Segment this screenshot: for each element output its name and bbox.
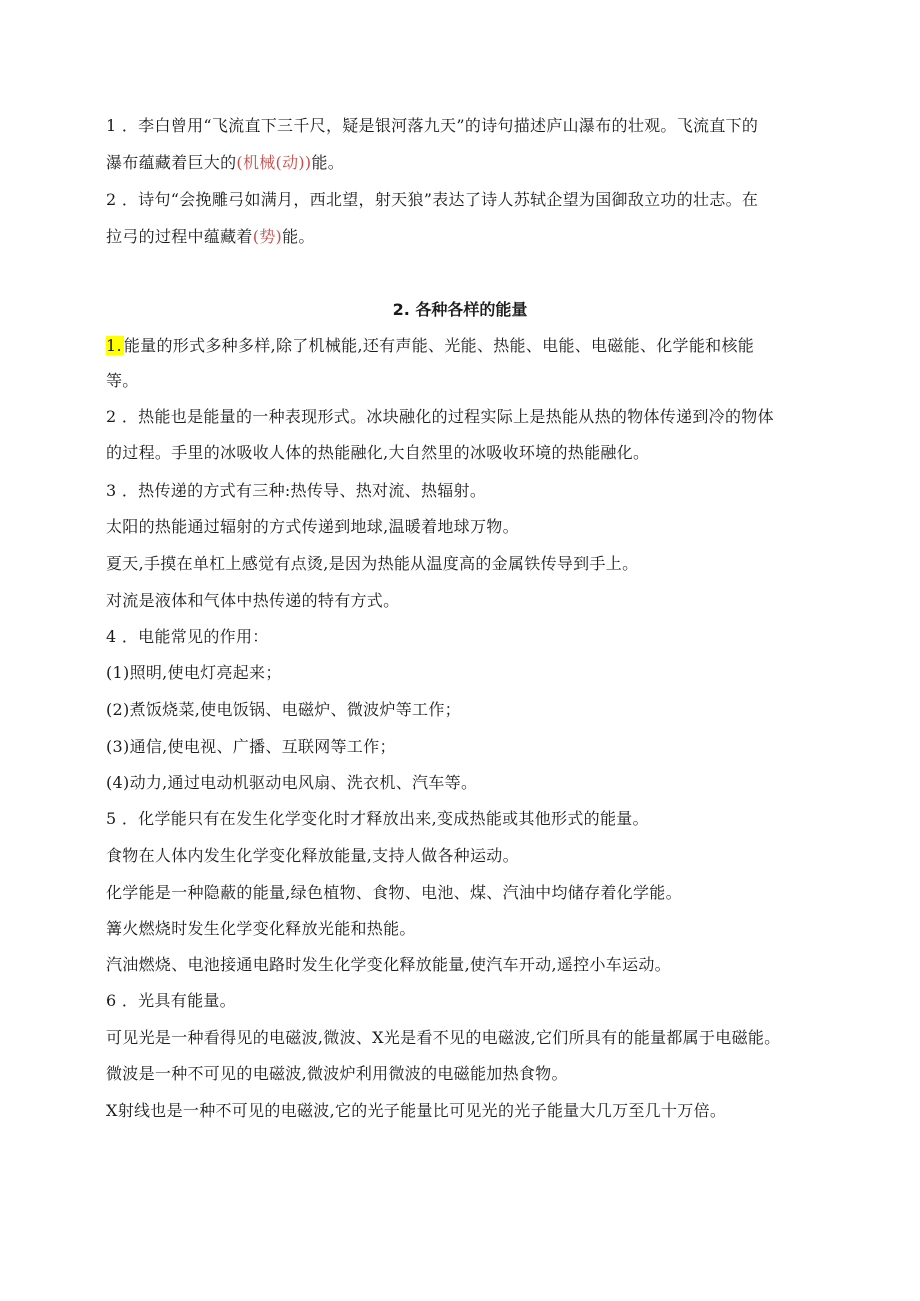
question-1-answer: (机械(动)) <box>236 153 312 172</box>
question-2-answer: (势) <box>252 227 283 246</box>
question-2-line-1: 2 ．诗句“会挽雕弓如满月，西北望，射天狼”表达了诗人苏轼企望为国御敌立功的壮志。在 <box>106 190 759 209</box>
section-heading: 2. 各种各样的能量 <box>392 300 528 319</box>
paragraph-6-item-a: 可见光是一种看得见的电磁波,微波、X光是看不见的电磁波,它们所具有的能量都属于电磁能。 <box>106 1028 781 1047</box>
paragraph-4-item-3: (3)通信,使电视、广播、互联网等工作； <box>106 737 396 756</box>
paragraph-2-line-1: 2 ．热能也是能量的一种表现形式。冰块融化的过程实际上是热能从热的物体传递到冷的物体 <box>106 407 774 426</box>
paragraph-5-item-c: 篝火燃烧时发生化学变化释放光能和热能。 <box>106 919 416 938</box>
question-1-suffix: 能。 <box>311 153 345 172</box>
paragraph-5: 5 ．化学能只有在发生化学变化时才释放出来,变成热能或其他形式的能量。 <box>106 809 649 828</box>
paragraph-2-line-2: 的过程。手里的冰吸收人体的热能融化,大自然里的冰吸收环境的热能融化。 <box>106 443 650 462</box>
paragraph-1-line-2: 等。 <box>106 371 139 390</box>
question-1-line-1: 1 ．李白曾用“飞流直下三千尺，疑是银河落九天”的诗句描述庐山瀑布的壮观。飞流直下的 <box>106 116 759 135</box>
question-1-text: 瀑布蕴藏着巨大的 <box>106 153 237 172</box>
question-1-line-2 <box>106 153 344 173</box>
highlighted-number: 1. <box>106 336 122 355</box>
paragraph-6-item-b: 微波是一种不可见的电磁波,微波炉利用微波的电磁能加热食物。 <box>106 1064 568 1083</box>
paragraph-4-item-2: (2)煮饭烧菜,使电饭锅、电磁炉、微波炉等工作； <box>106 700 461 719</box>
paragraph-5-item-d: 汽油燃烧、电池接通电路时发生化学变化释放能量,使汽车开动,遥控小车运动。 <box>106 955 671 974</box>
paragraph-4: 4 ．电能常见的作用： <box>106 627 269 646</box>
paragraph-3-item-c: 对流是液体和气体中热传递的特有方式。 <box>106 591 400 610</box>
paragraph-3-item-a: 太阳的热能通过辐射的方式传递到地球,温暖着地球万物。 <box>106 517 519 536</box>
paragraph-3: 3 ．热传递的方式有三种:热传导、热对流、热辐射。 <box>106 481 487 500</box>
paragraph-4-item-4: (4)动力,通过电动机驱动电风扇、洗衣机、汽车等。 <box>106 773 478 792</box>
paragraph-6: 6 ．光具有能量。 <box>106 991 236 1010</box>
paragraph-5-item-b: 化学能是一种隐蔽的能量,绿色植物、食物、电池、煤、汽油中均储存着化学能。 <box>106 883 682 902</box>
paragraph-5-item-a: 食物在人体内发生化学变化释放能量,支持人做各种运动。 <box>106 846 519 865</box>
paragraph-4-item-1: (1)照明,使电灯亮起来； <box>106 663 282 682</box>
question-2-suffix: 能。 <box>282 227 315 246</box>
paragraph-6-item-c: X射线也是一种不可见的电磁波,它的光子能量比可见光的光子能量大几万至几十万倍。 <box>106 1101 727 1120</box>
paragraph-1-line-1 <box>106 336 754 356</box>
paragraph-3-item-b: 夏天,手摸在单杠上感觉有点烫,是因为热能从温度高的金属铁传导到手上。 <box>106 554 639 573</box>
question-2-text: 拉弓的过程中蕴藏着 <box>106 227 253 246</box>
question-2-line-2 <box>106 227 315 247</box>
paragraph-1-text: 能量的形式多种多样,除了机械能,还有声能、光能、热能、电能、电磁能、化学能和核能 <box>123 336 755 355</box>
